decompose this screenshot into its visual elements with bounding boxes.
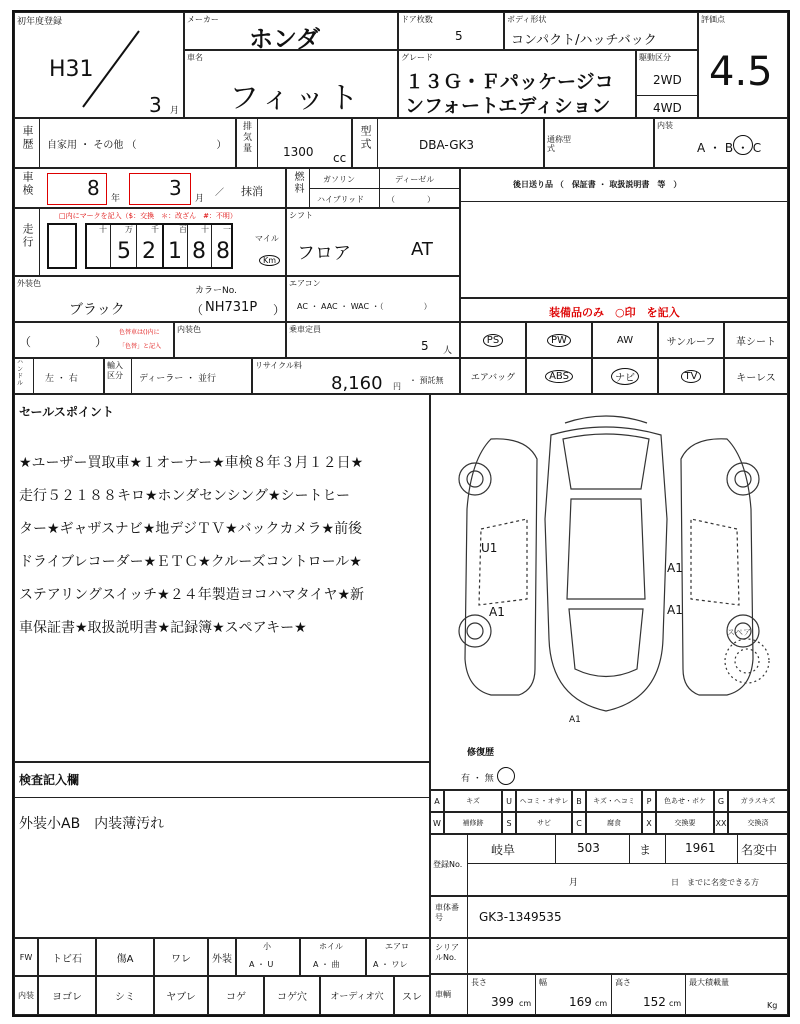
legend-label: 補修跡 <box>444 812 502 834</box>
km-label: Km <box>259 255 280 266</box>
shift-label: シフト <box>289 211 313 220</box>
mileage-note: □内にマークを記入（$：交換 ＊：改ざん #：不明） <box>59 212 237 220</box>
fw-item: ワレ <box>154 938 208 976</box>
registration-cell <box>430 834 788 896</box>
score-label: 評価点 <box>701 15 725 24</box>
fuel-gas: ガソリン <box>323 175 355 184</box>
odo-digit-1: 5 <box>117 239 131 264</box>
reg-kana: ま <box>639 843 652 857</box>
legend-code: XX <box>714 812 728 834</box>
seats-value: 5 <box>421 339 429 353</box>
chassis-cell <box>430 896 788 938</box>
ext-wheel-cell: ホイル A ・ 曲 <box>300 938 366 976</box>
int-item: スレ <box>394 976 430 1015</box>
int-item: ヤブレ <box>154 976 208 1015</box>
legend-label: 交換済 <box>728 812 788 834</box>
body-label: ボディ形状 <box>507 15 547 24</box>
ext-small-cell: 小 A ・ U <box>236 938 300 976</box>
serial-label: シリアルNo. <box>435 943 459 962</box>
mileage-flag-box <box>47 223 77 269</box>
inspection-label: 車検 <box>21 171 34 197</box>
recycle-unit: 円 <box>393 382 401 391</box>
model-cell <box>184 50 398 118</box>
mileage-label: 走行 <box>21 223 34 249</box>
reg-label: 登録No. <box>433 860 463 869</box>
sales-title: セールスポイント <box>19 405 114 419</box>
month-unit: 月 <box>170 106 180 116</box>
mile-label: マイル <box>255 234 279 243</box>
dimensions-cell: 車輌 長さ 399 cm 幅 169 cm 高さ 152 cm 最大積載量 Kg <box>430 974 788 1015</box>
sales-line: ステアリングスイッチ★２４年製造ヨコハマタイヤ★新 <box>19 587 365 603</box>
shift-value: フロア <box>297 243 351 264</box>
equip-abs: ABS <box>526 358 592 394</box>
dims-label: 車輌 <box>435 990 451 999</box>
fuel-cell <box>286 168 460 208</box>
inspection-notes-title: 検査記入欄 <box>19 773 80 787</box>
height-value: 152 <box>643 995 666 1009</box>
length-value: 399 <box>491 995 514 1009</box>
odo-digit-5: 8 <box>216 239 230 264</box>
model-value: フィット <box>229 81 363 116</box>
handle-label: ハンドル <box>17 359 24 387</box>
type-cell <box>352 118 544 168</box>
color-code-value: NH731P <box>205 300 258 315</box>
displacement-cell <box>236 118 352 168</box>
grade-line2: ンフォートエディション <box>405 95 611 117</box>
aircon-value: AC ・ AAC ・ WAC ・（ ） <box>297 302 432 311</box>
drive-2wd: 2WD <box>653 73 682 87</box>
drive-cell <box>636 50 698 118</box>
damage-mark-a1-left: A1 <box>489 605 505 619</box>
int-label: 内装 <box>14 976 38 1015</box>
seats-unit: 人 <box>443 346 453 356</box>
interior-circle-mark <box>733 135 753 155</box>
equip-sunroof: サンルーフ <box>658 322 724 358</box>
equip-aw: AW <box>592 322 658 358</box>
damage-mark-a1-right-rear: A1 <box>667 603 683 617</box>
recycle-cell <box>252 358 460 394</box>
grade-label: グレード <box>401 53 433 62</box>
history-cell <box>14 118 236 168</box>
sales-line: ター★ギャザスナビ★地デジＴＶ★バックカメラ★前後 <box>19 521 363 537</box>
legend-label: 交換要 <box>656 812 714 834</box>
score-cell <box>698 12 788 118</box>
handle-value: 左 ・ 右 <box>45 374 78 384</box>
legend-code: S <box>502 812 516 834</box>
reg-month-unit: 月 <box>569 878 579 888</box>
exterior-color-cell: 外装色 ブラック カラーNo. （ NH731P ） <box>14 276 286 322</box>
legend-code: B <box>572 790 586 812</box>
sales-line: 車保証書★取扱説明書★記録簿★スペアキー★ <box>19 620 307 636</box>
height-label: 高さ <box>615 978 631 987</box>
first-registration-cell <box>14 12 184 118</box>
interior-value: A ・ B ・ C <box>697 141 762 155</box>
disp-value: 1300 <box>283 145 314 159</box>
odo-digit-4: 8 <box>192 239 206 264</box>
color-code-label: カラーNo. <box>195 286 237 296</box>
inspection-year: 8 <box>87 176 100 200</box>
doors-value: 5 <box>455 29 463 43</box>
color-change-cell: （ ） 色替車は()内に 「色替」と記入 <box>14 322 174 358</box>
inspection-notes-section <box>14 762 430 938</box>
legend-code: G <box>714 790 728 812</box>
fuel-diesel: ディーゼル <box>395 175 435 184</box>
fuel-other: （ ） <box>387 195 435 204</box>
import-label: 輸入区分 <box>107 361 123 380</box>
import-cell <box>104 358 252 394</box>
width-label: 幅 <box>539 978 547 987</box>
aircon-label: エアコン <box>289 279 321 288</box>
first-reg-month: 3 <box>149 93 162 117</box>
aircon-cell <box>286 276 460 322</box>
repair-history-label: 修復歴 <box>467 748 495 758</box>
equipment-note: 装備品のみ ○印 を記入 <box>549 306 680 319</box>
equip-leather: 革シート <box>724 322 788 358</box>
ext-color-value: ブラック <box>69 302 125 318</box>
fw-item: トビ石 <box>38 938 96 976</box>
repair-history-value: 有 ・ 無 <box>461 774 494 784</box>
reg-change: 名変中 <box>741 843 778 857</box>
import-value: ディーラー ・ 並行 <box>139 374 217 384</box>
damage-mark-a1-rear: A1 <box>569 715 581 725</box>
legend-code: A <box>430 790 444 812</box>
damage-mark-a1-right: A1 <box>667 561 683 575</box>
interior-cell <box>654 118 788 168</box>
int-item: ヨゴレ <box>38 976 96 1015</box>
kg-unit: Kg <box>767 1001 778 1010</box>
type-value: DBA-GK3 <box>419 138 474 152</box>
chassis-label: 車体番号 <box>435 903 459 922</box>
maker-value: ホンダ <box>249 25 321 53</box>
documents-cell <box>460 168 788 298</box>
interior-label: 内装 <box>657 121 673 130</box>
odo-digit-2: 2 <box>142 239 156 264</box>
body-value: コンパクト/ハッチバック <box>511 33 657 48</box>
spare-label: スペア <box>727 628 751 637</box>
interior-color-cell <box>174 322 286 358</box>
reg-day-note: 日 までに名変できる方 <box>671 878 759 887</box>
sales-line: 走行５２１８８キロ★ホンダセンシング★シートヒー <box>19 488 351 504</box>
sales-text <box>19 447 364 645</box>
int-item: シミ <box>96 976 154 1015</box>
sales-line: ★ユーザー買取車★１オーナー★車検８年３月１２日★ <box>19 455 364 471</box>
recycle-value: 8,160 <box>331 373 383 394</box>
history-value: 自家用 ・ その他 （ ） <box>47 140 227 151</box>
load-label: 最大積載量 <box>689 978 729 987</box>
color-change-note-2: 「色替」と記入 <box>119 343 162 350</box>
int-item: コゲ穴 <box>264 976 320 1015</box>
legend-code: U <box>502 790 516 812</box>
auction-sheet <box>12 10 790 1017</box>
shift-cell <box>286 208 460 276</box>
disp-label: 排気量 <box>241 121 251 154</box>
repair-none-circle <box>497 767 515 785</box>
documents-label: 後日送り品 （ 保証書 ・ 取扱説明書 等 ） <box>513 180 682 189</box>
legend-label: 腐食 <box>586 812 642 834</box>
damage-mark-u1: U1 <box>481 541 498 555</box>
equipment-note-cell <box>460 298 788 322</box>
maker-label: メーカー <box>187 15 219 24</box>
reg-class: 503 <box>577 841 600 855</box>
doors-label: ドア枚数 <box>401 15 433 24</box>
equip-pw: PW <box>526 322 592 358</box>
legend-label: 色あせ・ボケ <box>656 790 714 812</box>
ext-color-label: 外装色 <box>17 279 41 288</box>
chassis-value: GK3-1349535 <box>479 910 562 924</box>
doors-cell <box>398 12 504 50</box>
inspection-cell: 車検 8 年 3 月 ／ 抹消 <box>14 168 286 208</box>
fuel-label: 燃料 <box>292 171 303 195</box>
fw-item: 傷A <box>96 938 154 976</box>
recycle-deposit: ・ 預託無 <box>409 376 444 385</box>
inspection-year-unit: 年 <box>111 194 121 204</box>
int-color-label: 内装色 <box>177 325 201 334</box>
body-cell <box>504 12 698 50</box>
ext-aero-cell: エアロ A ・ ワレ <box>366 938 430 976</box>
common-type-cell <box>544 118 654 168</box>
length-label: 長さ <box>471 978 487 987</box>
mileage-cell: 走行 □内にマークを記入（$：交換 ＊：改ざん #：不明） 十 万 千 百 十 一 5 2 1 8 8 マイル Km <box>14 208 286 276</box>
serial-cell <box>430 938 788 974</box>
equip-airbag: エアバッグ <box>460 358 526 394</box>
seats-label: 乗車定員 <box>289 325 321 334</box>
seats-cell <box>286 322 460 358</box>
common-type-label: 通称型式 <box>547 135 571 153</box>
legend-label: サビ <box>516 812 572 834</box>
car-diagram-section <box>430 394 788 790</box>
odo-digit-3: 1 <box>168 239 182 264</box>
maker-cell <box>184 12 398 53</box>
ext-label: 外装 <box>208 938 236 976</box>
type-label: 型式 <box>359 125 372 151</box>
sales-line: ドライブレコーダー★ＥＴＣ★クルーズコントロール★ <box>19 554 362 570</box>
legend-label: ヘコミ・オサレ <box>516 790 572 812</box>
equip-ps: PS <box>460 322 526 358</box>
first-reg-label: 初年度登録 <box>17 17 63 27</box>
drive-4wd: 4WD <box>653 101 682 115</box>
width-value: 169 <box>569 995 592 1009</box>
score-value: 4.5 <box>709 49 773 95</box>
legend-label: キズ <box>444 790 502 812</box>
reg-number: 1961 <box>685 841 716 855</box>
grade-line1: １３Ｇ・Ｆパッケージコ <box>405 71 614 93</box>
equip-navi: ナビ <box>592 358 658 394</box>
sales-point-section <box>14 394 430 762</box>
first-reg-year: H31 <box>49 57 94 82</box>
car-diagram <box>431 399 787 729</box>
legend-code: X <box>642 812 656 834</box>
legend-code: P <box>642 790 656 812</box>
drive-label: 駆動区分 <box>639 53 671 62</box>
grade-cell <box>398 50 636 118</box>
inspection-notes-text: 外装小AB 内装薄汚れ <box>19 816 165 832</box>
equip-tv: TV <box>658 358 724 394</box>
inspection-cancel: 抹消 <box>241 185 263 198</box>
history-label: 車歴 <box>21 125 34 151</box>
reg-place: 岐阜 <box>491 843 516 857</box>
recycle-label: リサイクル料 <box>255 361 302 370</box>
fuel-hybrid: ハイブリッド <box>317 195 365 204</box>
disp-unit: cc <box>333 151 347 165</box>
int-item: オーディオ穴 <box>320 976 394 1015</box>
equip-keyless: キーレス <box>724 358 788 394</box>
slash-mark <box>75 29 145 109</box>
legend-label: ガラスキズ <box>728 790 788 812</box>
handle-cell <box>14 358 104 394</box>
fw-label: FW <box>14 938 38 976</box>
legend-code: C <box>572 812 586 834</box>
int-item: コゲ <box>208 976 264 1015</box>
color-change-note-1: 色替車は()内に <box>119 329 160 336</box>
legend-code: W <box>430 812 444 834</box>
transmission-value: AT <box>411 239 433 260</box>
model-label: 車名 <box>187 53 203 62</box>
inspection-month-unit: 月 <box>195 194 205 204</box>
legend-label: キズ・ヘコミ <box>586 790 642 812</box>
inspection-month: 3 <box>169 176 182 200</box>
